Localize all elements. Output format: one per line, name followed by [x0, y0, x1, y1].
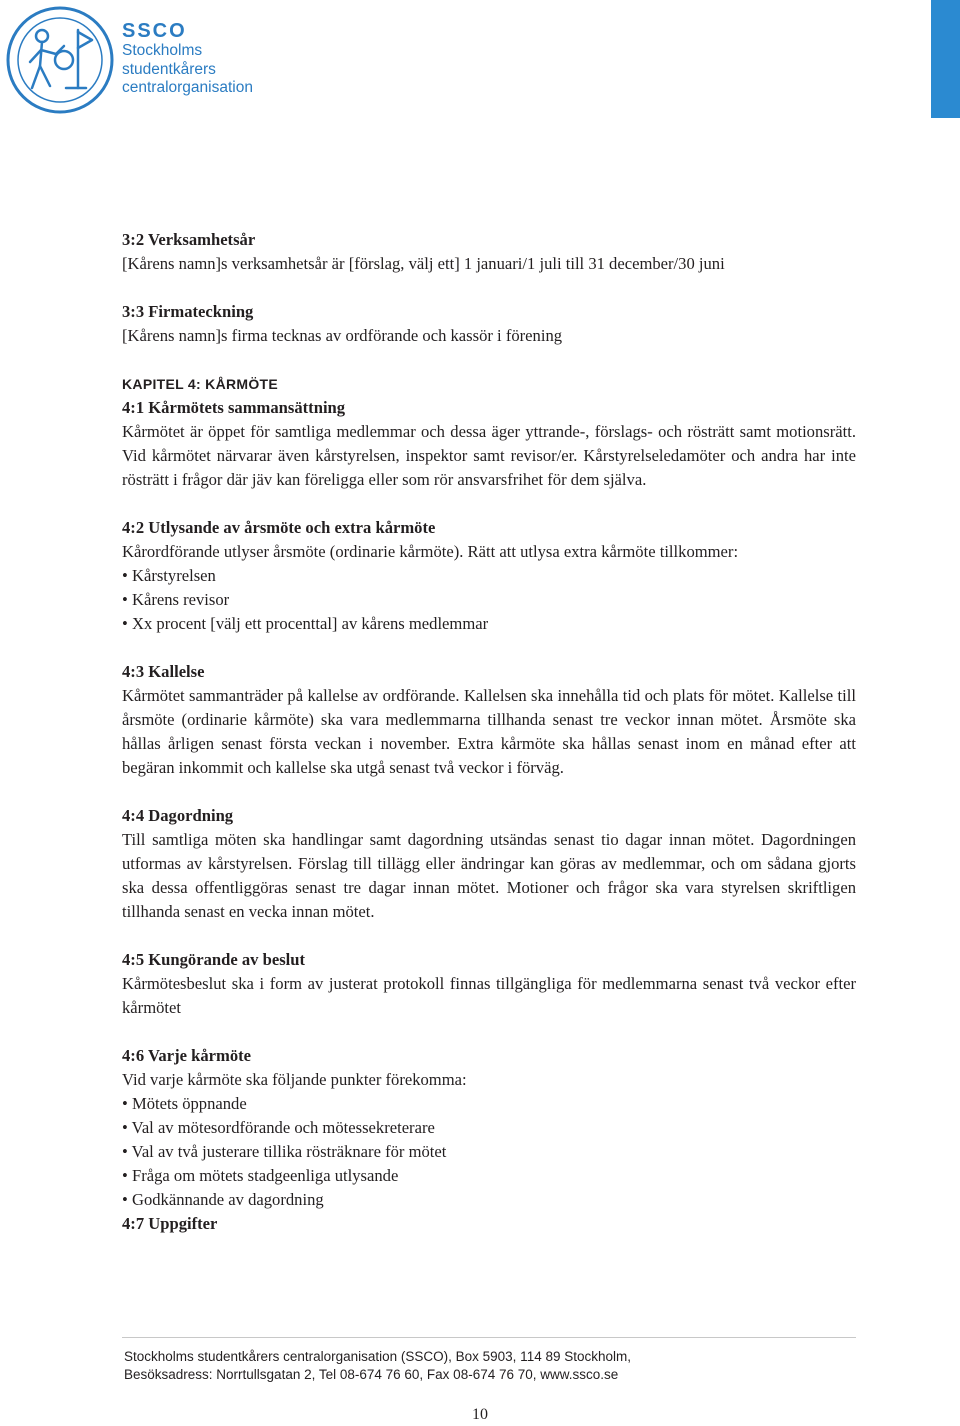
- section-3-3: [122, 300, 856, 348]
- footer: [124, 1348, 631, 1384]
- list-item: • Val av två justerare tillika rösträknare för mötet: [122, 1140, 856, 1164]
- section-4-2: [122, 516, 856, 636]
- section-text: Kårmötesbeslut ska i form av justerat protokoll finnas tillgängliga för medlemmarna senast två veckor efter kårmötet: [122, 974, 856, 1017]
- section-heading: 3:2 Verksamhetsår: [122, 230, 256, 249]
- list-item: • Mötets öppnande: [122, 1092, 856, 1116]
- section-heading: 4:4 Dagordning: [122, 806, 234, 825]
- section-4-5: [122, 948, 856, 1020]
- bullet-list: [122, 1092, 856, 1212]
- footer-line-1: Stockholms studentkårers centralorganisation (SSCO), Box 5903, 114 89 Stockholm,: [124, 1349, 632, 1364]
- section-3-2: [122, 228, 856, 276]
- section-4-3: [122, 660, 856, 780]
- section-4-4: [122, 804, 856, 924]
- page-number: 10: [472, 1406, 488, 1423]
- section-text: Vid varje kårmöte ska följande punkter förekomma:: [122, 1070, 467, 1089]
- logo-seal-graphic: [4, 4, 116, 116]
- section-4-7-heading: 4:7 Uppgifter: [122, 1214, 218, 1233]
- section-text: Kårmötet sammanträder på kallelse av ordförande. Kallelsen ska innehålla tid och plats för mötet. Kallelse till årsmöte (ordinarie kårmöte) ska vara medlemmarna tillhanda senast tre veckor innan mötet. Årsmöte ska hållas årligen senast första veckan i november. Extra kårmöte ska hållas senast inom en månad efter att begäran inkommit och kallelse ska utgå senast två veckor i förväg.: [122, 686, 856, 777]
- chapter-title: KAPITEL 4: KÅRMÖTE: [122, 376, 279, 392]
- section-heading: 4:1 Kårmötets sammansättning: [122, 398, 346, 417]
- brand-block: [122, 20, 253, 98]
- document-body: [122, 228, 856, 1236]
- section-4-1: [122, 396, 856, 492]
- brand-line-1: Stockholms: [122, 42, 203, 59]
- section-text: Kårordförande utlyser årsmöte (ordinarie kårmöte). Rätt att utlysa extra kårmöte tillkommer:: [122, 542, 739, 561]
- list-item: • Val av mötesordförande och mötessekreterare: [122, 1116, 856, 1140]
- bullet-list: [122, 564, 856, 636]
- ssco-seal-logo: [4, 4, 116, 116]
- section-4-6: [122, 1044, 856, 1212]
- list-item: • Kårens revisor: [122, 588, 856, 612]
- edge-accent-bar: [931, 0, 960, 118]
- section-heading: 3:3 Firmateckning: [122, 302, 254, 321]
- list-item: • Godkännande av dagordning: [122, 1188, 856, 1212]
- section-text: [Kårens namn]s verksamhetsår är [förslag, välj ett] 1 januari/1 juli till 31 december/30 juni: [122, 254, 725, 273]
- footer-line-2: Besöksadress: Norrtullsgatan 2, Tel 08-674 76 60, Fax 08-674 76 70, www.ssco.se: [124, 1367, 619, 1382]
- section-heading: 4:2 Utlysande av årsmöte och extra kårmöte: [122, 518, 436, 537]
- list-item: • Xx procent [välj ett procenttal] av kårens medlemmar: [122, 612, 856, 636]
- section-heading: 4:6 Varje kårmöte: [122, 1046, 252, 1065]
- section-text: Till samtliga möten ska handlingar samt dagordning utsändas senast tio dagar innan mötet. Dagordningen utformas av kårstyrelsen. Förslag till tillägg eller ändringar kan göras av medlemmar, och om sådana gjorts ska dessa offentliggöras senast tre dagar innan mötet. Motioner och frågor ska vara styrelsen skriftligen tillhanda senast en vecka innan mötet.: [122, 830, 856, 921]
- section-heading: 4:3 Kallelse: [122, 662, 205, 681]
- section-text: [Kårens namn]s firma tecknas av ordförande och kassör i förening: [122, 326, 563, 345]
- brand-line-3: centralorganisation: [122, 79, 253, 96]
- list-item: • Kårstyrelsen: [122, 564, 856, 588]
- section-text: Kårmötet är öppet för samtliga medlemmar och dessa äger yttrande-, förslags- och rösträtt samt motionsrätt. Vid kårmötet närvarar även kårstyrelsen, inspektor samt revisor/er. Kårstyrelseledamöter och andra har inte rösträtt i frågor där jäv kan föreligga eller som rör ansvarsfrihet för dem själva.: [122, 422, 856, 489]
- section-heading: 4:5 Kungörande av beslut: [122, 950, 306, 969]
- list-item: • Fråga om mötets stadgeenliga utlysande: [122, 1164, 856, 1188]
- brand-abbr: SSCO: [122, 20, 187, 42]
- brand-line-2: studentkårers: [122, 60, 216, 78]
- footer-divider: [122, 1337, 856, 1338]
